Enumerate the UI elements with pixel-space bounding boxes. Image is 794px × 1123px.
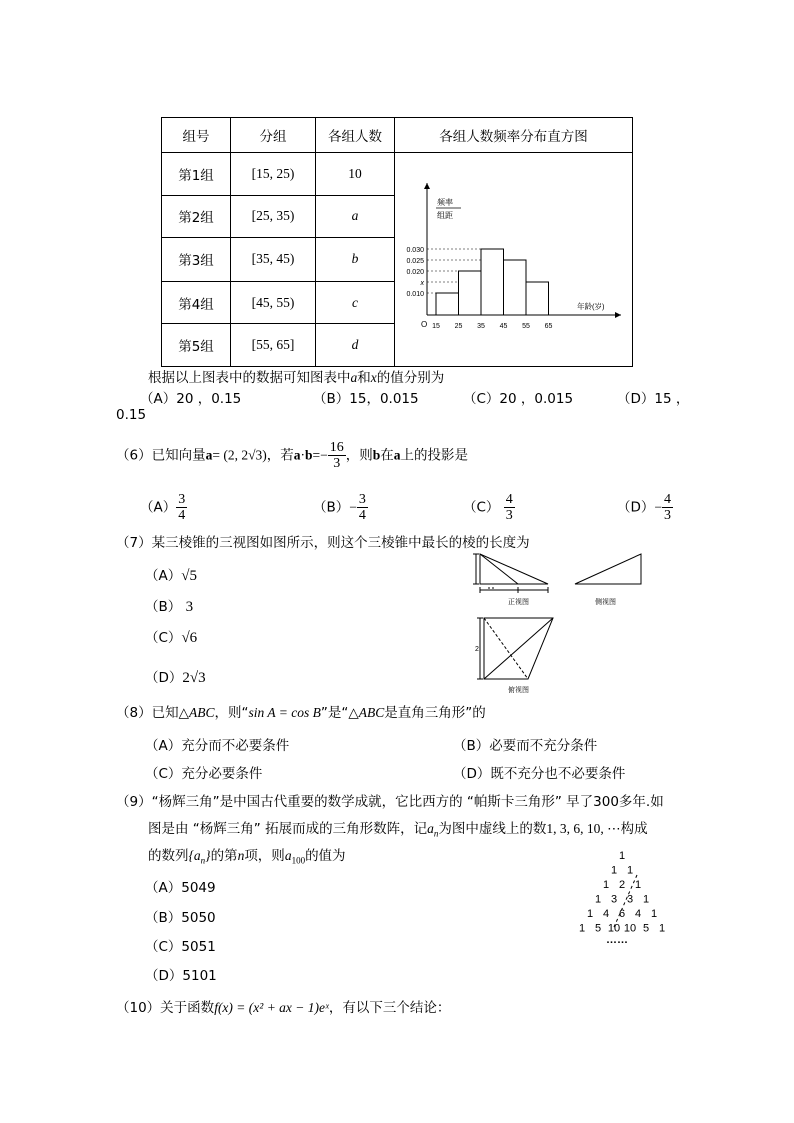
y-axis-arrow <box>424 183 430 189</box>
x-tick-label: 15 <box>432 323 440 330</box>
triangle-number: 2 <box>618 879 626 891</box>
q8-option-b: （B）必要而不充分条件 <box>453 738 598 754</box>
q7-option-a: （A）√5 <box>145 568 197 584</box>
table-cell: [45, 55) <box>231 281 316 324</box>
triangle-number: 1 <box>602 879 610 891</box>
q9-line-3: 的数列$\{a_n\}$的第n项，则$a_{100}$的值为 <box>148 848 346 866</box>
table-header: 组号 <box>162 118 231 153</box>
triangle-number: 1 <box>578 922 586 935</box>
x-tick-label: 45 <box>499 323 508 330</box>
table-cell: [25, 35) <box>231 195 316 238</box>
q7-option-b: （B） 3 <box>145 599 194 615</box>
fraction: $\frac{16}{3}$ <box>329 440 344 471</box>
table-cell: d <box>316 324 395 367</box>
x-tick-label: 65 <box>544 323 553 330</box>
table-cell: 10 <box>316 153 395 196</box>
q5-option-b: （B）15，0.015 <box>313 391 419 407</box>
table-cell: 第4组 <box>162 281 231 324</box>
top-view <box>477 618 553 679</box>
x-tick-label: 35 <box>477 323 485 330</box>
q8-option-a: （A）充分而不必要条件 <box>145 738 290 754</box>
q9-line-1: （9）“杨辉三角”是中国古代重要的数学成就，它比西方的 “帕斯卡三角形” 早了300多年.如 <box>116 794 664 810</box>
table-cell: 第3组 <box>162 238 231 282</box>
origin-label: O <box>421 320 428 329</box>
q9-option-b: （B）5050 <box>145 910 216 926</box>
triangle-number: 1 <box>618 850 626 862</box>
y-tick-label: 0.020 <box>406 269 424 276</box>
triangle-number: 1 <box>610 864 618 877</box>
q5-option-d-cont: 0.15 <box>116 407 147 423</box>
q7-option-c: （C）√6 <box>145 630 198 646</box>
x-tick-label: 55 <box>522 323 530 330</box>
table-header: 各组人数频率分布直方图 <box>395 118 633 153</box>
q7-stem: （7）某三棱锥的三视图如图所示，则这个三棱锥中最长的棱的长度为 <box>116 535 530 551</box>
side-view <box>575 554 641 584</box>
three-views-diagram <box>470 548 660 703</box>
histogram-bar <box>436 293 459 315</box>
q9-line-2: 图是由 “杨辉三角” 拓展而成的三角形数阵，记$a_n$为图中虚线上的数1, 3, 6, 10, ⋯构成 <box>148 821 648 839</box>
histogram-bar <box>504 260 527 315</box>
q9-option-d: （D）5101 <box>145 968 217 984</box>
triangle-number: 1 <box>626 864 634 877</box>
q5-option-c: （C）20 ，0.015 <box>463 391 574 407</box>
q9-option-a: （A）5049 <box>145 880 216 896</box>
table-cell: 第5组 <box>162 324 231 367</box>
table-header: 分组 <box>231 118 316 153</box>
triangle-number: 5 <box>642 922 650 935</box>
table-cell: b <box>316 238 395 282</box>
triangle-number: 1 <box>658 922 666 935</box>
triangle-number: 10 <box>623 922 637 935</box>
q8-stem: （8）已知△ABC，则“sin A = cos B”是“△ABC是直角三角形”的 <box>116 705 486 721</box>
side-view-label: 侧视图 <box>595 599 616 606</box>
x-tick-label: 25 <box>454 323 463 330</box>
histogram-bar <box>526 282 549 315</box>
q6-option-b: （B）− $\frac{3}{4}$ <box>313 492 366 523</box>
triangle-number: 1 <box>634 879 642 891</box>
triangle-number: 4 <box>602 908 610 920</box>
top-view-label: 俯视图 <box>508 687 529 694</box>
frequency-table <box>161 117 633 367</box>
q6-option-d: （D）− $\frac{4}{3}$ <box>617 492 672 523</box>
table-header: 各组人数 <box>316 118 395 153</box>
y-tick-label: x <box>420 280 424 287</box>
q5-stem: 根据以上图表中的数据可知图表中a和x的值分别为 <box>148 370 445 386</box>
y-tick-label: 0.010 <box>406 291 424 298</box>
front-view <box>473 554 548 593</box>
table-cell: [35, 45) <box>231 238 316 282</box>
x-axis-arrow <box>615 312 621 318</box>
triangle-number: 3 <box>626 893 634 906</box>
table-cell: 第2组 <box>162 195 231 238</box>
table-cell: [15, 25) <box>231 153 316 196</box>
table-cell: a <box>316 195 395 238</box>
top-view-dim: 2 <box>475 646 479 653</box>
table-cell: [55, 65] <box>231 324 316 367</box>
q6-stem: （6）已知向量a= (2, 2√3)，若a·b=− $\frac{16}{3}$ ，则b在a上的投影是 <box>116 440 468 471</box>
dots: …… <box>606 934 628 945</box>
q9-option-c: （C）5051 <box>145 939 216 955</box>
triangle-number: 10 <box>607 922 621 935</box>
front-view-label: 正视图 <box>508 599 529 606</box>
yanghui-triangle <box>560 845 690 945</box>
q8-option-c: （C）充分必要条件 <box>145 766 263 782</box>
table-cell: c <box>316 281 395 324</box>
triangle-number: 6 <box>618 908 626 920</box>
q8-option-d: （D）既不充分也不必要条件 <box>453 766 626 782</box>
triangle-number: 1 <box>586 908 594 920</box>
triangle-number: 1 <box>650 908 658 920</box>
q5-option-a: （A）20 ，0.15 <box>140 391 242 407</box>
y-label-denominator: 组距 <box>437 211 453 220</box>
triangle-number: 3 <box>610 893 618 906</box>
y-tick-label: 0.025 <box>406 258 424 265</box>
histogram-chart <box>395 153 632 362</box>
y-label-numerator: 频率 <box>437 198 453 207</box>
histogram-bar <box>459 271 482 315</box>
q6-option-a: （A） $\frac{3}{4}$ <box>140 492 186 523</box>
histogram-bar <box>481 249 504 315</box>
dashed-line <box>614 875 637 927</box>
triangle-number: 1 <box>642 893 650 906</box>
x-axis-label: 年龄(岁) <box>577 302 605 311</box>
histogram-cell <box>395 153 633 367</box>
triangle-number: 1 <box>594 893 602 906</box>
q7-option-d: （D）2√3 <box>145 670 206 686</box>
q6-option-c: （C） $\frac{4}{3}$ <box>463 492 513 523</box>
table-cell: 第1组 <box>162 153 231 196</box>
y-tick-label: 0.030 <box>406 247 424 254</box>
q5-option-d: （D）15 ， <box>617 391 690 407</box>
triangle-number: 4 <box>634 908 642 920</box>
triangle-number: 5 <box>594 922 602 935</box>
q10-stem: （10）关于函数f(x) = (x² + ax − 1)eˣ，有以下三个结论： <box>116 1000 451 1016</box>
